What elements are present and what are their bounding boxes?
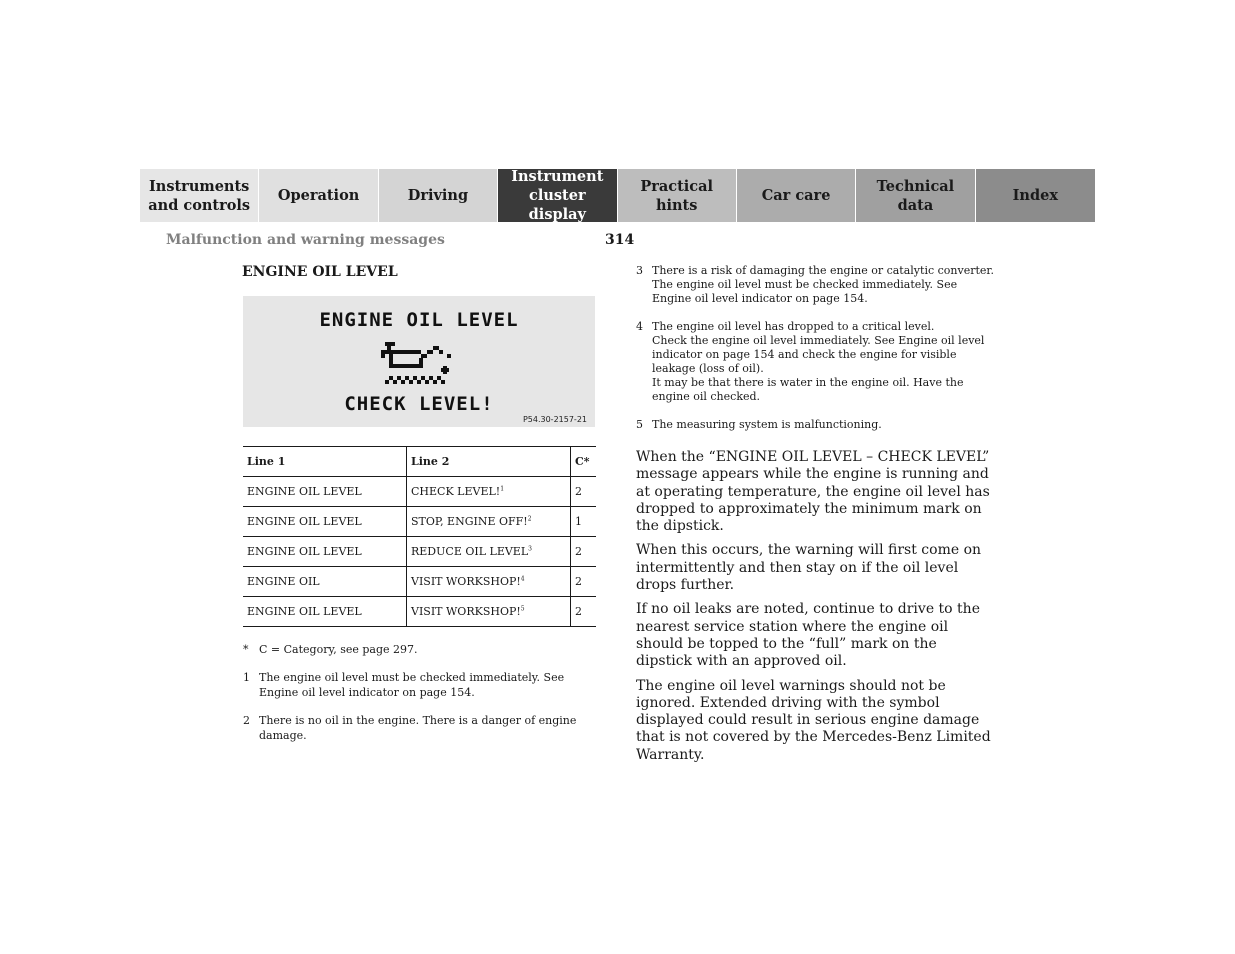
cell-category: 1 — [571, 507, 597, 537]
cell-line-2 — [407, 537, 571, 567]
table-row — [243, 477, 596, 507]
cell-line-2-text: STOP, ENGINE OFF! — [411, 515, 528, 528]
body-paragraph: When the “ENGINE OIL LEVEL – CHECK LEVEL” message appears while the engine is running and at operating temperature, the engine oil level has dropped to approximately the minimum mark on the dipstick. — [636, 449, 990, 535]
cell-line-1: ENGINE OIL LEVEL — [243, 537, 407, 567]
tab-practical-hints[interactable]: Practical hints — [618, 169, 737, 222]
body-paragraph: When this occurs, the warning will first come on intermittently and then stay on if the oil level drops further. — [636, 542, 982, 594]
page-number: 314 — [605, 232, 635, 248]
cell-line-2 — [407, 507, 571, 537]
footnote-ref: 4 — [520, 575, 525, 583]
tab-instrument-cluster-display[interactable]: Instrument cluster display — [498, 169, 617, 222]
cluster-display-illustration — [243, 296, 595, 427]
cell-line-2 — [407, 597, 571, 627]
column-header-category: C* — [571, 447, 597, 477]
footnote-text: The measuring system is malfunctioning. — [652, 418, 882, 431]
cell-line-2 — [407, 477, 571, 507]
footnote-item — [243, 670, 603, 700]
section-title: ENGINE OIL LEVEL — [242, 264, 398, 280]
footnote-mark: 1 — [243, 671, 250, 684]
oil-can-icon — [381, 338, 457, 386]
cell-line-1: ENGINE OIL LEVEL — [243, 597, 407, 627]
footnote-mark: 5 — [636, 418, 643, 431]
footnote-mark: 4 — [636, 320, 643, 333]
display-line-1: ENGINE OIL LEVEL — [319, 309, 519, 331]
footnote-text: There is no oil in the engine. There is a danger of engine damage. — [259, 714, 577, 742]
footnotes-right — [636, 264, 996, 446]
footnote-mark: * — [243, 643, 249, 656]
cell-category: 2 — [571, 597, 597, 627]
figure-reference: P54.30-2157-21 — [522, 415, 587, 424]
message-table — [243, 446, 596, 627]
tab-operation[interactable]: Operation — [259, 169, 378, 222]
cell-line-1: ENGINE OIL LEVEL — [243, 507, 407, 537]
footnote-text: The engine oil level has dropped to a critical level. Check the engine oil level immediately. See Engine oil level indicator on page 154 and check the engine for visible leakage (loss of oil). It may be that there is water in the engine oil. Have the engine oil checked. — [652, 320, 985, 403]
footnote-item — [636, 320, 996, 404]
section-header: Malfunction and warning messages — [166, 232, 445, 248]
table-row — [243, 537, 596, 567]
cell-line-2-text: REDUCE OIL LEVEL — [411, 545, 529, 558]
footnote-item — [243, 713, 603, 743]
footnote-mark: 3 — [636, 264, 643, 277]
tab-instruments-and-controls[interactable]: Instruments and controls — [140, 169, 259, 222]
body-text — [636, 449, 996, 771]
tab-technical-data[interactable]: Technical data — [856, 169, 975, 222]
footnote-text: The engine oil level must be checked immediately. See Engine oil level indicator on page 154. — [259, 671, 565, 699]
footnote-mark: 2 — [243, 714, 250, 727]
cell-line-2-text: VISIT WORKSHOP! — [411, 605, 521, 618]
column-header-line-2: Line 2 — [407, 447, 571, 477]
body-paragraph: If no oil leaks are noted, continue to drive to the nearest service station where the engine oil should be topped to the “full” mark on the dipstick with an approved oil. — [636, 601, 980, 670]
column-header-line-1: Line 1 — [243, 447, 407, 477]
cell-line-2-text: CHECK LEVEL! — [411, 485, 501, 498]
cell-category: 2 — [571, 477, 597, 507]
table-row — [243, 507, 596, 537]
display-line-2: CHECK LEVEL! — [344, 393, 494, 415]
table-row — [243, 597, 596, 627]
footnote-ref: 5 — [520, 605, 525, 613]
chapter-tabs — [140, 169, 1095, 222]
cell-line-2 — [407, 567, 571, 597]
footnote-ref: 1 — [500, 485, 505, 493]
cell-line-1: ENGINE OIL LEVEL — [243, 477, 407, 507]
footnote-item — [636, 264, 996, 306]
cell-category: 2 — [571, 567, 597, 597]
footnote-text: C = Category, see page 297. — [259, 643, 418, 656]
tab-index[interactable]: Index — [976, 169, 1095, 222]
cell-category: 2 — [571, 537, 597, 567]
cell-line-1: ENGINE OIL — [243, 567, 407, 597]
footnote-ref: 2 — [527, 515, 532, 523]
tab-driving[interactable]: Driving — [379, 169, 498, 222]
table-header-row — [243, 447, 596, 477]
table-row — [243, 567, 596, 597]
cell-line-2-text: VISIT WORKSHOP! — [411, 575, 521, 588]
tab-car-care[interactable]: Car care — [737, 169, 856, 222]
footnotes-left — [243, 642, 603, 756]
footnote-item — [636, 418, 996, 432]
footnote-text: There is a risk of damaging the engine or catalytic converter. The engine oil level must be checked immediately. See Engine oil level indicator on page 154. — [652, 264, 994, 305]
body-paragraph: The engine oil level warnings should not be ignored. Extended driving with the symbol displayed could result in serious engine damage that is not covered by the Mercedes-Benz Limited Warranty. — [636, 677, 991, 763]
footnote-ref: 3 — [528, 545, 532, 553]
footnote-item — [243, 642, 603, 657]
